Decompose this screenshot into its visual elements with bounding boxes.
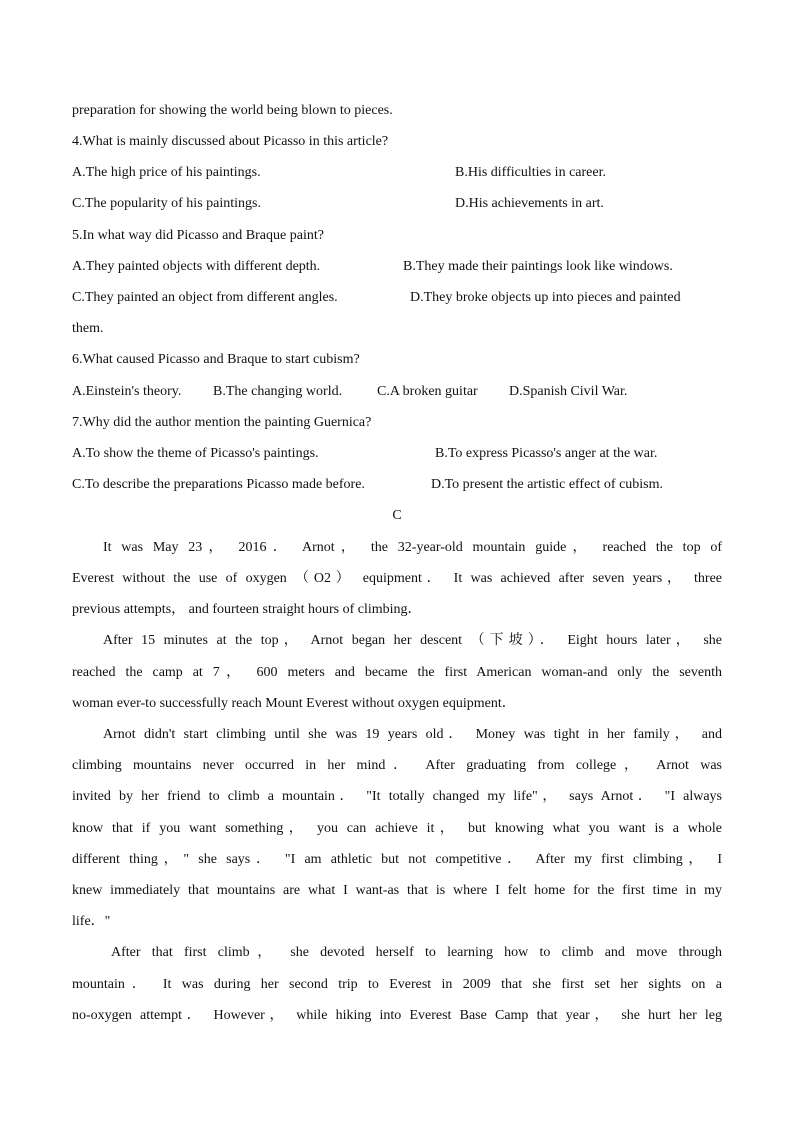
q6-option-d: D.Spanish Civil War. bbox=[509, 384, 628, 399]
passage-line: different thing，" she says． "I am athletic but not competitive． After my first climbing， I bbox=[72, 852, 722, 867]
question-7-stem: 7.Why did the author mention the painting Guernica? bbox=[72, 415, 372, 430]
q5-option-a: A.They painted objects with different depth. bbox=[72, 259, 321, 274]
continued-text-line: preparation for showing the world being blown to pieces. bbox=[72, 103, 393, 118]
passage-line: previous attempts， and fourteen straight hours of climbing． bbox=[72, 602, 422, 617]
q7-option-c: C.To describe the preparations Picasso made before. bbox=[72, 477, 365, 492]
passage-line: knew immediately that mountains are what I want-as that is where I felt home for the first time in my bbox=[72, 883, 722, 898]
q7-option-d: D.To present the artistic effect of cubism. bbox=[431, 477, 664, 492]
question-7-options-row-2 bbox=[72, 474, 722, 496]
q5-option-b: B.They made their paintings look like windows. bbox=[403, 259, 673, 274]
q6-option-b: B.The changing world. bbox=[213, 384, 343, 399]
passage-line: no-oxygen attempt． However， while hiking into Everest Base Camp that year， she hurt her leg bbox=[72, 1008, 722, 1023]
question-6-options-row bbox=[72, 381, 722, 403]
question-7-options-row-1 bbox=[72, 443, 722, 465]
passage-line: After that first climb， she devoted herself to learning how to climb and move through bbox=[111, 945, 722, 960]
q7-option-b: B.To express Picasso's anger at the war. bbox=[435, 446, 658, 461]
passage-line: invited by her friend to climb a mountain． "It totally changed my life"， says Arnot． "I always bbox=[72, 789, 722, 804]
passage-line: woman ever-to successfully reach Mount Everest without oxygen equipment． bbox=[72, 696, 516, 711]
passage-line: life．" bbox=[72, 914, 111, 929]
question-4-options-row-1 bbox=[72, 162, 722, 184]
passage-line: After 15 minutes at the top， Arnot began her descent （下坡）． Eight hours later， she bbox=[103, 633, 722, 648]
q4-option-b: B.His difficulties in career. bbox=[455, 165, 606, 180]
q6-option-c: C.A broken guitar bbox=[377, 384, 478, 399]
passage-line: Everest without the use of oxygen （O2） equipment． It was achieved after seven years， three bbox=[72, 571, 722, 586]
section-heading: C bbox=[392, 508, 402, 523]
passage-line: know that if you want something， you can achieve it， but knowing what you want is a whole bbox=[72, 821, 722, 836]
question-4-options-row-2 bbox=[72, 193, 722, 215]
passage-line: It was May 23， 2016． Arnot， the 32-year-old mountain guide， reached the top of bbox=[103, 540, 722, 555]
question-5-options-row-1 bbox=[72, 256, 722, 278]
question-5-options-row-2 bbox=[72, 287, 722, 309]
passage-line: reached the camp at 7， 600 meters and became the first American woman-and only the seventh bbox=[72, 665, 722, 680]
question-5-stem: 5.In what way did Picasso and Braque paint? bbox=[72, 228, 324, 243]
passage-line: climbing mountains never occurred in her mind． After graduating from college， Arnot was bbox=[72, 758, 722, 773]
question-4-stem: 4.What is mainly discussed about Picasso in this article? bbox=[72, 134, 389, 149]
q4-option-c: C.The popularity of his paintings. bbox=[72, 196, 261, 211]
q5-option-d: D.They broke objects up into pieces and painted bbox=[410, 290, 681, 305]
q5-option-d-continued: them. bbox=[72, 321, 104, 336]
q7-option-a: A.To show the theme of Picasso's paintings. bbox=[72, 446, 319, 461]
passage-line: Arnot didn't start climbing until she was 19 years old． Money was tight in her family， and bbox=[103, 727, 722, 742]
q6-option-a: A.Einstein's theory. bbox=[72, 384, 182, 399]
q4-option-a: A.The high price of his paintings. bbox=[72, 165, 261, 180]
question-6-stem: 6.What caused Picasso and Braque to start cubism? bbox=[72, 352, 360, 367]
q5-option-c: C.They painted an object from different angles. bbox=[72, 290, 338, 305]
q4-option-d: D.His achievements in art. bbox=[455, 196, 604, 211]
passage-line: mountain． It was during her second trip to Everest in 2009 that she first set her sights on a bbox=[72, 977, 722, 992]
